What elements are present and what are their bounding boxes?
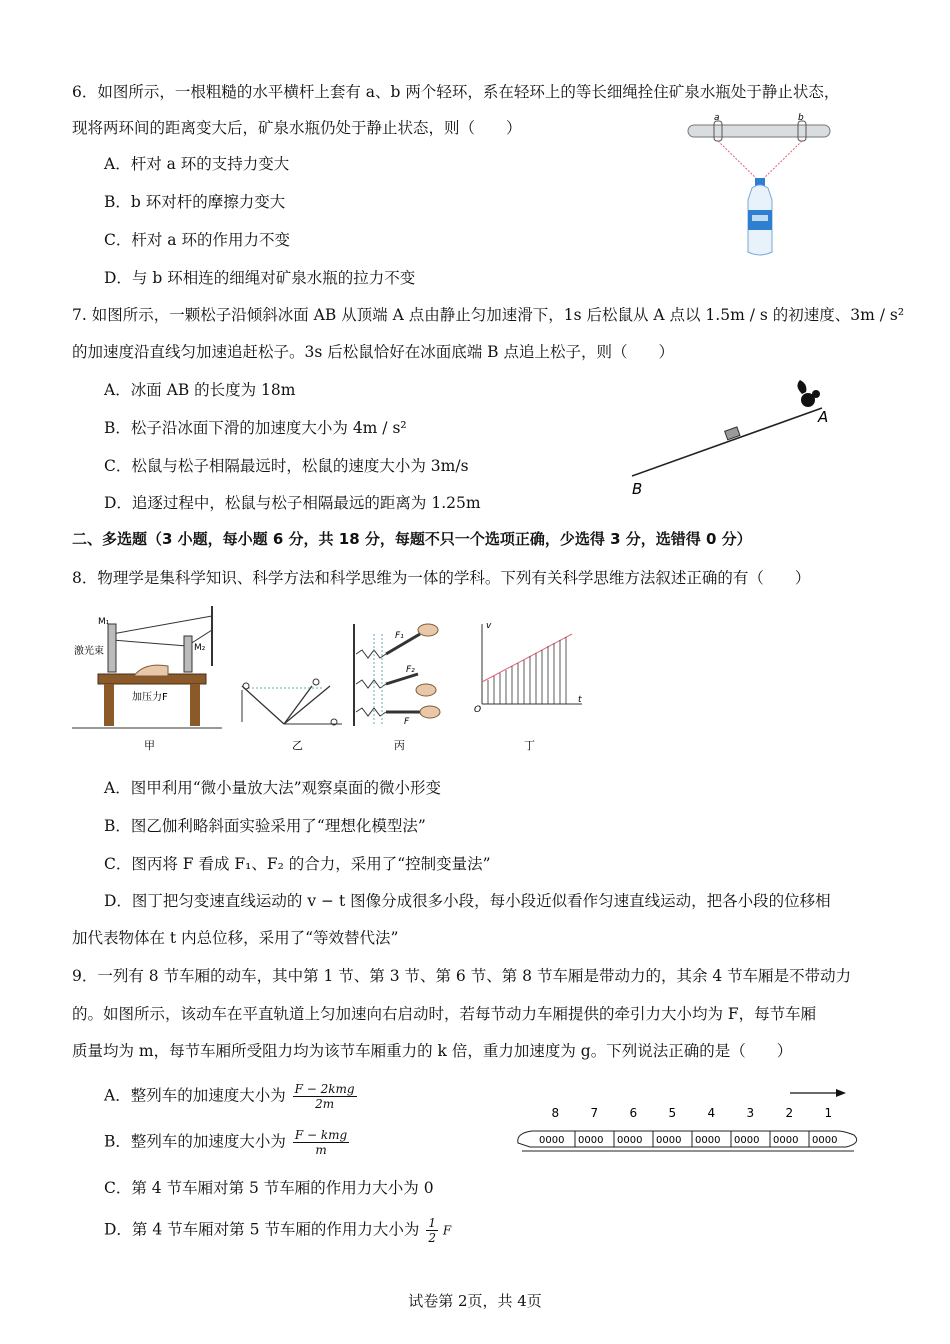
- water-bottle: [748, 178, 772, 255]
- q8-option-d-line2: 加代表物体在 t 内总位移，采用了“等效替代法”: [72, 929, 399, 947]
- ice-surface: [632, 408, 822, 476]
- figure-yi: [242, 679, 342, 752]
- car-number: 7: [590, 1106, 599, 1120]
- car-number: 4: [707, 1106, 716, 1120]
- label-f1: F₁: [395, 631, 404, 641]
- caption-jia: 甲: [144, 739, 155, 752]
- label-v: v: [486, 621, 492, 631]
- section-2-heading: 二、多选题（3 小题，每小题 6 分，共 18 分，每题不只一个选项正确，少选得 3 分，选错得 0 分）: [72, 530, 752, 548]
- car-windows: 0000: [578, 1135, 604, 1146]
- q9-option-a: [104, 1082, 357, 1111]
- q7-stem-line1: 7. 如图所示，一颗松子沿倾斜冰面 AB 从顶端 A 点由静止匀加速滑下，1s 后松鼠从 A 点以 1.5m / s 的初速度、3m / s²: [72, 306, 905, 324]
- label-o: O: [474, 705, 482, 715]
- q8-option-b: B．图乙伽利略斜面实验采用了“理想化模型法”: [104, 817, 426, 835]
- label-a: a: [714, 113, 720, 123]
- q6-stem-line1: 6．如图所示，一根粗糙的水平横杆上套有 a、b 两个轻环，系在轻环上的等长细绳拴住矿泉水瓶处于静止状态，: [72, 83, 840, 101]
- car-windows: 0000: [812, 1135, 838, 1146]
- label-f: F: [404, 717, 410, 727]
- label-laser: 激光束: [74, 646, 104, 657]
- figure-jia: [72, 606, 222, 752]
- q6-figure-bottle: [680, 112, 840, 262]
- horizontal-rod: [688, 125, 830, 137]
- fraction-denominator: m: [315, 1143, 327, 1157]
- rope-right: [760, 141, 802, 182]
- q9-stem-line1: 9．一列有 8 节车厢的动车，其中第 1 节、第 3 节、第 6 节、第 8 节车厢是带动力的，其余 4 节车厢是不带动力: [72, 967, 852, 985]
- car-windows: 0000: [617, 1135, 643, 1146]
- q7-stem-line2: 的加速度沿直线匀加速追赶松子。3s 后松鼠恰好在冰面底端 B 点追上松子，则（ ）: [72, 343, 674, 361]
- label-m1: M₁: [98, 617, 110, 627]
- label-b: b: [798, 113, 804, 123]
- page-footer: 试卷第 2页，共 4页: [408, 1292, 542, 1310]
- q9-option-a-fraction: [293, 1082, 357, 1111]
- car-windows: 0000: [539, 1135, 565, 1146]
- q8-option-a: A．图甲利用“微小量放大法”观察桌面的微小形变: [104, 779, 442, 797]
- car-windows: 0000: [734, 1135, 760, 1146]
- q6-option-a: A．杆对 a 环的支持力变大: [104, 155, 290, 173]
- car-windows: 0000: [695, 1135, 721, 1146]
- q7-option-d: D．追逐过程中，松鼠与松子相隔最远的距离为 1.25m: [104, 494, 481, 512]
- caption-yi: 乙: [292, 739, 303, 752]
- car-number: 8: [551, 1106, 560, 1120]
- caption-ding: 丁: [524, 739, 535, 752]
- train-body: [518, 1131, 857, 1151]
- car-number: 3: [746, 1106, 755, 1120]
- car-windows: 0000: [656, 1135, 682, 1146]
- q7-figure-incline: [622, 378, 842, 498]
- car-number: 6: [629, 1106, 638, 1120]
- q9-option-d-text: D．第 4 节车厢对第 5 节车厢的作用力大小为: [104, 1220, 420, 1239]
- fraction-numerator: 1: [428, 1216, 436, 1230]
- q6-option-d: D．与 b 环相连的细绳对矿泉水瓶的拉力不变: [104, 269, 416, 287]
- fraction-numerator: F − kmg: [294, 1128, 348, 1142]
- q9-option-d-tail: F: [442, 1223, 452, 1238]
- caption-bing: 丙: [394, 739, 405, 752]
- squirrel-icon: [797, 380, 820, 407]
- q6-option-c: C．杆对 a 环的作用力不变: [104, 231, 290, 249]
- q9-stem-line2: 的。如图所示，该动车在平直轨道上匀加速向右启动时，若每节动力车厢提供的牵引力大小均为 F，每节车厢: [72, 1005, 817, 1023]
- q6-stem-line2: 现将两环间的距离变大后，矿泉水瓶仍处于静止状态，则（ ）: [72, 119, 522, 137]
- car-number-row: [552, 1106, 833, 1120]
- label-t: t: [578, 695, 582, 705]
- q8-stem: 8．物理学是集科学知识、科学方法和科学思维为一体的学科。下列有关科学思维方法叙述正确的有（ ）: [72, 569, 811, 587]
- point-a-label: A: [818, 408, 829, 426]
- fraction-numerator: F − 2kmg: [294, 1082, 355, 1096]
- q9-option-c: C．第 4 节车厢对第 5 节车厢的作用力大小为 0: [104, 1179, 434, 1197]
- label-f2: F₂: [406, 665, 415, 675]
- car-number: 2: [785, 1106, 794, 1120]
- car-number: 5: [668, 1106, 677, 1120]
- q9-figure-train: [508, 1085, 868, 1165]
- q9-option-a-text: A．整列车的加速度大小为: [104, 1086, 286, 1105]
- q7-option-a: A．冰面 AB 的长度为 18m: [104, 381, 296, 399]
- q9-option-b: [104, 1128, 349, 1157]
- label-m2: M₂: [194, 643, 206, 653]
- car-windows: 0000: [773, 1135, 799, 1146]
- fraction-denominator: 2: [428, 1231, 436, 1245]
- fraction-denominator: 2m: [315, 1097, 335, 1111]
- figure-ding: [474, 621, 582, 752]
- rope-left: [718, 141, 760, 182]
- q6-option-b: B．b 环对杆的摩擦力变大: [104, 193, 286, 211]
- point-b-label: B: [632, 480, 643, 498]
- car-number: 1: [824, 1106, 833, 1120]
- q7-option-b: B．松子沿冰面下滑的加速度大小为 4m / s²: [104, 419, 407, 437]
- direction-arrow: [790, 1089, 846, 1097]
- q8-option-d-line1: D．图丁把匀变速直线运动的 v − t 图像分成很多小段，每小段近似看作匀速直线运动，把各小段的位移相: [104, 892, 831, 910]
- label-press: 加压力F: [132, 692, 168, 703]
- q7-option-c: C．松鼠与松子相隔最远时，松鼠的速度大小为 3m/s: [104, 457, 469, 475]
- q8-option-c: C．图丙将 F 看成 F₁、F₂ 的合力，采用了“控制变量法”: [104, 855, 491, 873]
- q9-option-b-fraction: [293, 1128, 349, 1157]
- q9-option-d-fraction: [426, 1216, 438, 1245]
- figure-bing: [354, 624, 440, 752]
- q9-stem-line3: 质量均为 m，每节车厢所受阻力均为该节车厢重力的 k 倍，重力加速度为 g。下列说法正确的是（ ）: [72, 1042, 793, 1060]
- q8-figures: [72, 604, 612, 752]
- q9-option-b-text: B．整列车的加速度大小为: [104, 1132, 286, 1151]
- q9-option-d: [104, 1216, 451, 1245]
